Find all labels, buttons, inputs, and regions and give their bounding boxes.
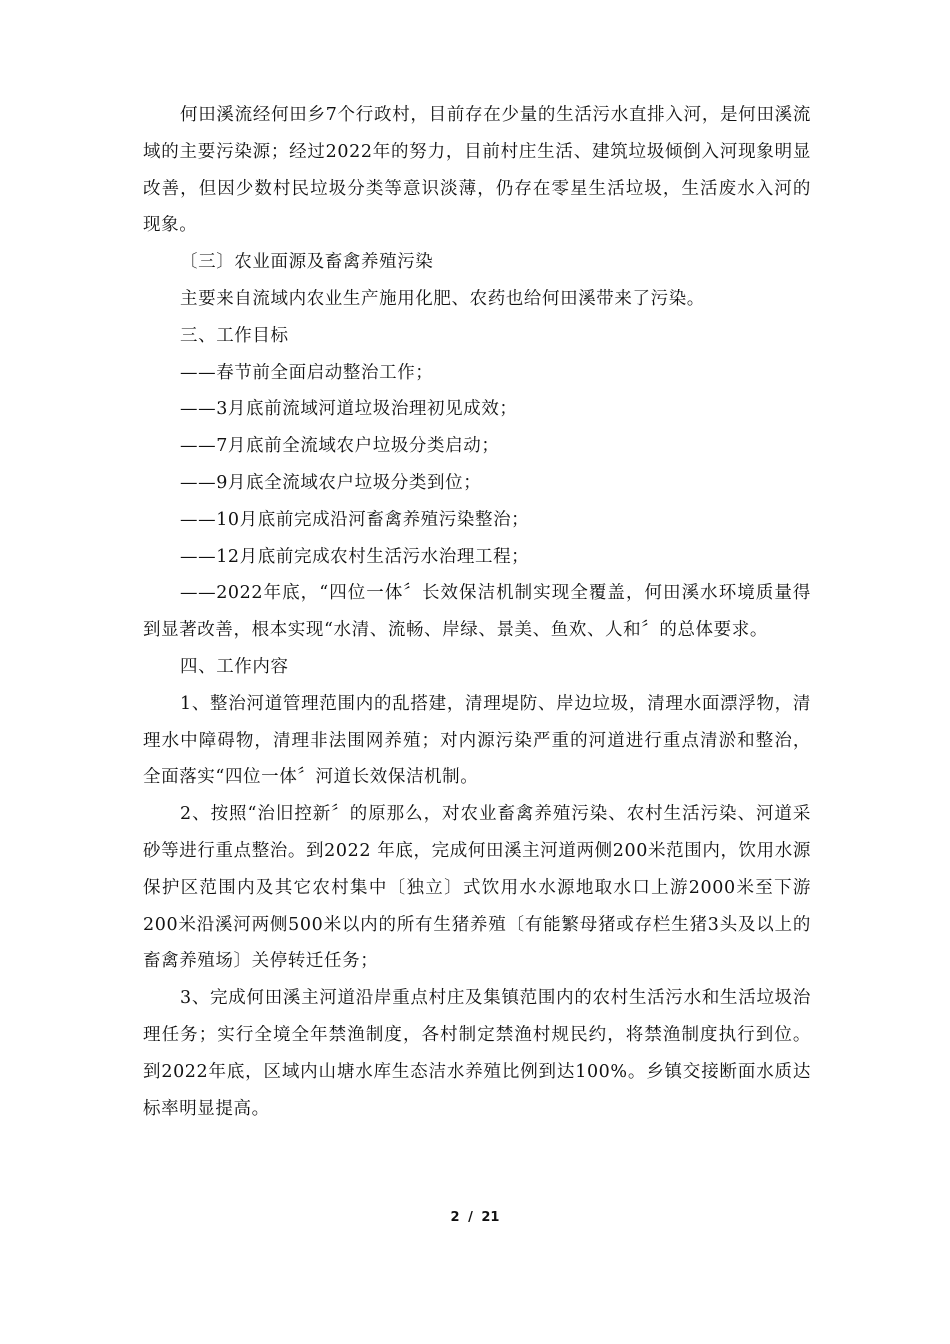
page-body bbox=[143, 97, 811, 1127]
goal-item: ——9月底全流域农户垃圾分类到位； bbox=[180, 472, 482, 493]
goal-item: ——7月底前全流域农户垃圾分类启动； bbox=[180, 436, 500, 457]
goal-item: ——3月底前流域河道垃圾治理初见成效； bbox=[180, 399, 518, 420]
content-item-2: 2、按照“治旧控新〞的原那么，对农业畜禽养殖污染、农村生活污染、河道采砂等进行重点整治。到2022 年底，完成何田溪主河道两侧200米范围内，饮用水源保护区范围内及其它农村集中〔独立〕式饮用水水源地取水口上游2000米至下游200米沿溪河两侧500米以内的所有生猪养殖〔有能繁母猪或存栏生猪3头及以上的畜禽养殖场〕关停转迁任务； bbox=[143, 804, 811, 972]
content-item-3: 3、完成何田溪主河道沿岸重点村庄及集镇范围内的农村生活污水和生活垃圾治理任务；实行全境全年禁渔制度，各村制定禁渔村规民约，将禁渔制度执行到位。到2022年底，区域内山塘水库生态洁水养殖比例到达100%。乡镇交接断面水质达标率明显提高。 bbox=[143, 988, 811, 1119]
paragraph-agriculture: 主要来自流域内农业生产施用化肥、农药也给何田溪带来了污染。 bbox=[180, 288, 705, 309]
content-item-1: 1、整治河道管理范围内的乱搭建，清理堤防、岸边垃圾，清理水面漂浮物，清理水中障碍物，清理非法围网养殖；对内源污染严重的河道进行重点清淤和整治，全面落实“四位一体〞河道长效保洁机制。 bbox=[143, 693, 811, 788]
heading-work-goals: 三、工作目标 bbox=[180, 325, 289, 346]
goal-item: ——春节前全面启动整治工作； bbox=[180, 362, 434, 383]
goal-item: ——2022年底，“四位一体〞长效保洁机制实现全覆盖，何田溪水环境质量得到显著改善，根本实现“水清、流畅、岸绿、景美、鱼欢、人和〞的总体要求。 bbox=[143, 583, 811, 641]
paragraph-pollution-source: 何田溪流经何田乡7个行政村，目前存在少量的生活污水直排入河，是何田溪流域的主要污染源；经过2022年的努力，目前村庄生活、建筑垃圾倾倒入河现象明显改善，但因少数村民垃圾分类等意识淡薄，仍存在零星生活垃圾，生活废水入河的现象。 bbox=[143, 105, 811, 236]
page-separator: / bbox=[468, 1210, 473, 1225]
total-page-count: 21 bbox=[481, 1210, 500, 1225]
current-page-number: 2 bbox=[450, 1210, 460, 1225]
goal-item: ——12月底前完成农村生活污水治理工程； bbox=[180, 546, 530, 567]
page-number bbox=[0, 1210, 950, 1225]
heading-work-content: 四、工作内容 bbox=[180, 656, 289, 677]
subheading-agriculture-pollution: 〔三〕农业面源及畜禽养殖污染 bbox=[180, 252, 434, 273]
goal-item: ——10月底前完成沿河畜禽养殖污染整治； bbox=[180, 509, 530, 530]
